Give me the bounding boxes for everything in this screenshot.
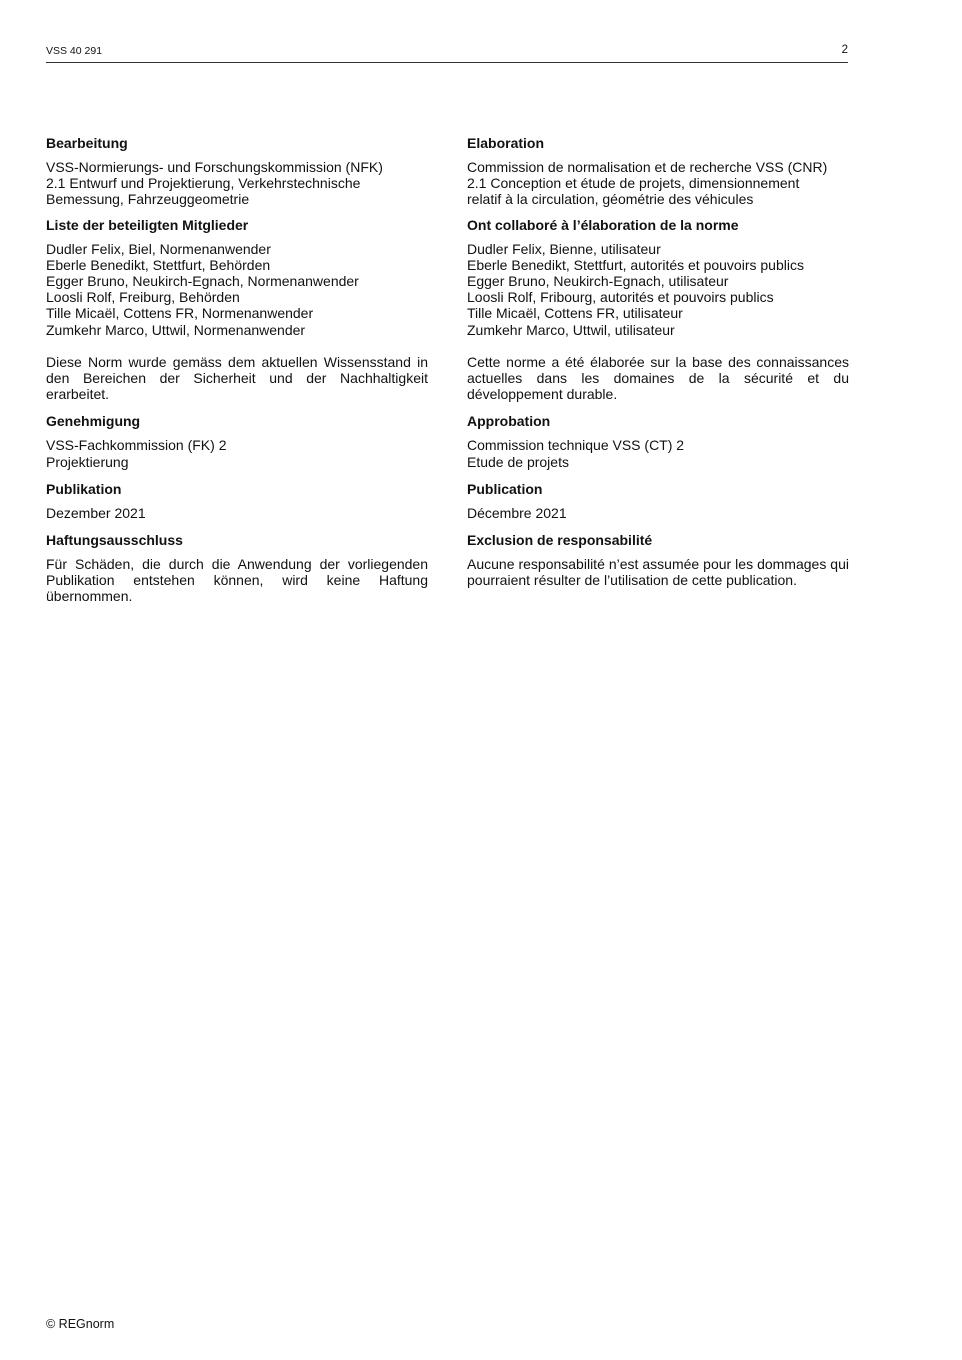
document-id: VSS 40 291 [46, 45, 103, 57]
member-item: Dudler Felix, Bienne, utilisateur [467, 240, 661, 257]
member-item: Loosli Rolf, Fribourg, autorités et pouvoirs publics [467, 289, 774, 306]
text-line: 2.1 Entwurf und Projektierung, Verkehrstechnische [46, 175, 361, 192]
text-line: Bemessung, Fahrzeuggeometrie [46, 191, 250, 208]
page-number: 2 [841, 44, 848, 56]
section-title: Elaboration [467, 135, 545, 151]
section-members [46, 217, 428, 403]
section-title: Ont collaboré à l’élaboration de la norme [467, 216, 739, 233]
german-column [46, 135, 428, 605]
section-publication [467, 481, 849, 521]
section-publication [46, 481, 428, 521]
member-item: Eberle Benedikt, Stettfurt, autorités et pouvoirs publics [467, 256, 804, 273]
member-item: Tille Micaël, Cottens FR, Normenanwender [46, 305, 314, 322]
section-title: Haftungsausschluss [46, 532, 183, 549]
disclaimer-text: Für Schäden, die durch die Anwendung der vorliegenden Publikation entstehen können, wird keine Haftung übernommen. [46, 556, 428, 605]
section-approbation [467, 413, 849, 469]
publication-date: Décembre 2021 [467, 504, 567, 521]
text-line: Commission technique VSS (CT) 2 [467, 437, 685, 454]
copyright-footer: © REGnorm [46, 1317, 115, 1331]
member-item: Dudler Felix, Biel, Normenanwender [46, 240, 271, 257]
page-header [46, 44, 848, 63]
text-line: relatif à la circulation, géométrie des véhicules [467, 191, 754, 208]
section-title: Liste der beteiligten Mitglieder [46, 216, 249, 233]
member-item: Eberle Benedikt, Stettfurt, Behörden [46, 256, 271, 273]
text-line: Projektierung [46, 453, 129, 470]
text-line: 2.1 Conception et étude de projets, dimensionnement [467, 175, 800, 192]
publication-date: Dezember 2021 [46, 504, 146, 521]
section-title: Publikation [46, 480, 122, 497]
section-disclaimer [467, 532, 849, 588]
knowledge-note: Diese Norm wurde gemäss dem aktuellen Wissensstand in den Bereichen der Sicherheit und der Nachhaltigkeit erarbeitet. [46, 353, 428, 403]
section-elaboration [467, 135, 849, 208]
disclaimer-text: Aucune responsabilité n’est assumée pour les dommages qui pourraient résulter de l’utilisation de cette publication. [467, 556, 849, 589]
section-approval [46, 413, 428, 469]
section-members [467, 217, 849, 403]
section-title: Exclusion de responsabilité [467, 532, 653, 549]
section-title: Approbation [467, 413, 551, 430]
member-item: Zumkehr Marco, Uttwil, Normenanwender [46, 321, 306, 338]
member-item: Zumkehr Marco, Uttwil, utilisateur [467, 321, 675, 338]
knowledge-note: Cette norme a été élaborée sur la base des connaissances actuelles dans les domaines de la sécurité et du développement durable. [467, 353, 849, 403]
member-item: Loosli Rolf, Freiburg, Behörden [46, 289, 240, 306]
member-item: Egger Bruno, Neukirch-Egnach, Normenanwender [46, 273, 359, 290]
text-line: VSS-Normierungs- und Forschungskommission (NFK) [46, 159, 383, 175]
section-disclaimer [46, 532, 428, 605]
text-line: Etude de projets [467, 453, 569, 470]
section-bearbeitung [46, 135, 428, 208]
text-line: Commission de normalisation et de recherche VSS (CNR) [467, 159, 828, 175]
member-item: Egger Bruno, Neukirch-Egnach, utilisateur [467, 273, 729, 290]
section-title: Genehmigung [46, 413, 141, 430]
section-title: Bearbeitung [46, 135, 128, 151]
text-line: VSS-Fachkommission (FK) 2 [46, 437, 227, 454]
french-column [467, 135, 849, 588]
section-title: Publication [467, 480, 543, 497]
member-item: Tille Micaël, Cottens FR, utilisateur [467, 305, 683, 322]
